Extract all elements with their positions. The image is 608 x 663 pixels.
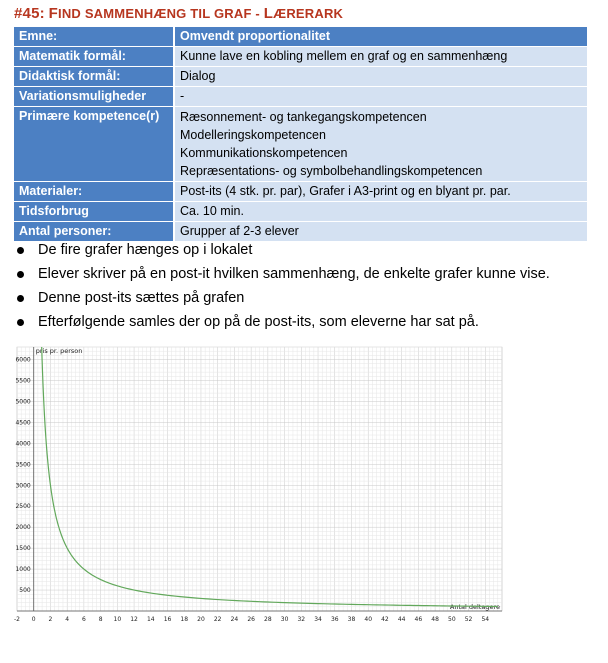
row-value: Omvendt proportionalitet: [174, 27, 587, 47]
y-tick-label: 4500: [15, 419, 31, 427]
x-tick-label: 16: [163, 616, 172, 623]
y-tick-label: 4000: [15, 440, 31, 448]
x-tick-label: 30: [280, 616, 289, 623]
x-tick-label: 8: [98, 616, 103, 623]
y-tick-label: 3500: [15, 461, 31, 469]
x-tick-label: 44: [397, 616, 406, 623]
row-label: Primære kompetence(r): [14, 107, 174, 182]
x-axis-label: Antal deltagere: [449, 603, 500, 611]
x-tick-label: 42: [381, 616, 389, 623]
y-tick-label: 1500: [15, 545, 31, 553]
competence-item: Repræsentations- og symbolbehandlingskompetencen: [180, 164, 483, 178]
x-tick-label: 18: [180, 616, 189, 623]
table-row: [14, 107, 587, 182]
x-tick-label: 52: [464, 616, 473, 623]
x-tick-label: 6: [81, 616, 86, 623]
row-label: Didaktisk formål:: [14, 67, 174, 87]
y-tick-label: 6000: [15, 356, 31, 364]
x-tick-label: 50: [448, 616, 456, 623]
graph-chart: [14, 343, 506, 625]
x-tick-label: 38: [347, 616, 356, 623]
row-label: Tidsforbrug: [14, 202, 174, 222]
x-tick-label: 54: [481, 616, 490, 623]
bullet-icon: [17, 295, 24, 302]
x-tick-label: 32: [297, 616, 306, 623]
x-tick-label: 48: [431, 616, 439, 623]
x-tick-label: -2: [14, 616, 20, 623]
x-tick-label: 4: [65, 616, 70, 623]
y-axis-label: pris pr. person: [35, 347, 83, 355]
table-row: [14, 202, 587, 222]
x-tick-label: 34: [314, 616, 322, 623]
y-tick-label: 5500: [15, 377, 31, 385]
row-value: -: [174, 87, 587, 107]
x-tick-label: 0: [31, 616, 36, 623]
list-item: Elever skriver på en post-it hvilken sammenhæng, de enkelte grafer kunne vise.: [14, 262, 550, 286]
x-tick-label: 46: [414, 616, 423, 623]
x-tick-label: 12: [130, 616, 138, 623]
row-label: Variationsmuligheder: [14, 87, 174, 107]
y-tick-label: 3000: [15, 482, 31, 490]
y-tick-label: 1000: [15, 566, 31, 574]
x-tick-label: 26: [247, 616, 255, 623]
row-value: Ca. 10 min.: [174, 202, 587, 222]
table-row: [14, 67, 587, 87]
y-tick-label: 500: [19, 587, 31, 595]
list-item: Efterfølgende samles der op på de post-its, som eleverne har sat på.: [14, 310, 550, 334]
table-row: [14, 182, 587, 202]
x-tick-label: 2: [48, 616, 53, 623]
bullet-icon: [17, 247, 24, 254]
competence-item: Kommunikationskompetencen: [180, 146, 348, 160]
x-tick-label: 40: [364, 616, 373, 623]
table-row: [14, 27, 587, 47]
row-label: Materialer:: [14, 182, 174, 202]
row-value: Kunne lave en kobling mellem en graf og en sammenhæng: [174, 47, 587, 67]
y-tick-label: 5000: [15, 398, 31, 406]
table-row: [14, 87, 587, 107]
info-table: [14, 27, 587, 242]
x-tick-label: 28: [264, 616, 272, 623]
x-tick-label: 14: [146, 616, 155, 623]
page-title: #45: FIND SAMMENHÆNG TIL GRAF - LÆRERARK: [14, 5, 344, 22]
instruction-list: [14, 238, 550, 334]
x-tick-label: 24: [230, 616, 239, 623]
table-row: [14, 47, 587, 67]
x-tick-label: 20: [197, 616, 205, 623]
row-value: Grupper af 2-3 elever: [174, 222, 587, 242]
list-item: De fire grafer hænges op i lokalet: [14, 238, 550, 262]
list-item: Denne post-its sættes på grafen: [14, 286, 550, 310]
y-tick-label: 2500: [15, 503, 31, 511]
bullet-icon: [17, 271, 24, 278]
x-tick-label: 10: [113, 616, 122, 623]
x-tick-label: 22: [213, 616, 222, 623]
competence-list: [174, 107, 587, 182]
competence-item: Modelleringskompetencen: [180, 128, 326, 142]
row-value: Dialog: [174, 67, 587, 87]
row-value: Post-its (4 stk. pr. par), Grafer i A3-print og en blyant pr. par.: [174, 182, 587, 202]
row-label: Matematik formål:: [14, 47, 174, 67]
x-tick-label: 36: [330, 616, 339, 623]
competence-item: Ræsonnement- og tankegangskompetencen: [180, 110, 427, 124]
bullet-icon: [17, 319, 24, 326]
y-tick-label: 2000: [15, 524, 31, 532]
row-label: Emne:: [14, 27, 174, 47]
row-label: Antal personer:: [14, 222, 174, 242]
